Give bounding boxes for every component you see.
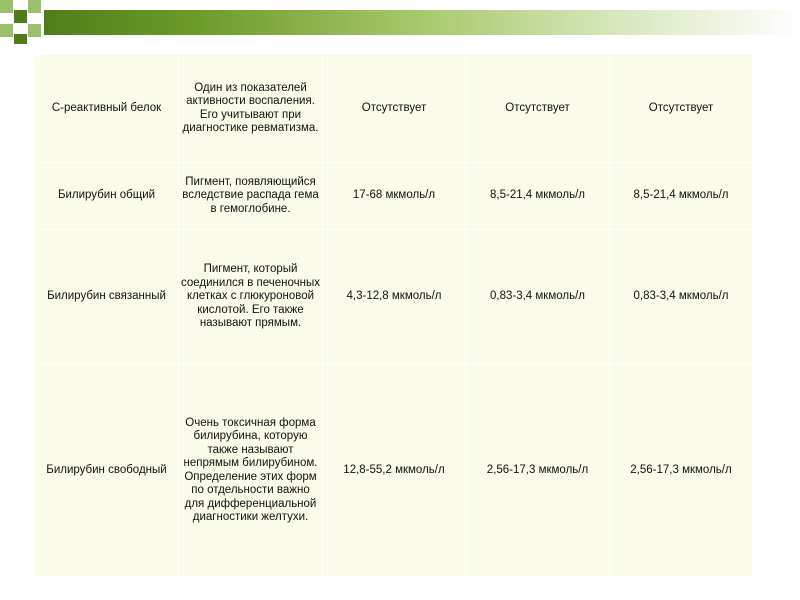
parameter-description: Очень токсичная форма билирубина, которую также называют непрямым билирубином. Определение этих форм по отдельности важно для дифференциальной диагностики желтухи. <box>179 365 323 577</box>
decor-square <box>0 24 13 37</box>
table-row <box>35 163 753 230</box>
parameter-description: Пигмент, который соединился в печеночных клетках с глюкуроновой кислотой. Его также называют прямым. <box>179 230 323 365</box>
value-cell: 2,56-17,3 мкмоль/л <box>466 365 610 577</box>
parameter-description: Один из показателей активности воспаления. Его учитывают при диагностике ревматизма. <box>179 55 323 163</box>
table-row <box>35 55 753 163</box>
parameter-name: С-реактивный белок <box>35 55 179 163</box>
value-cell: 4,3-12,8 мкмоль/л <box>323 230 466 365</box>
decor-square <box>28 0 41 13</box>
value-cell: 12,8-55,2 мкмоль/л <box>323 365 466 577</box>
value-cell: Отсутствует <box>610 55 753 163</box>
parameter-description: Пигмент, появляющийся вследствие распада гема в гемоглобине. <box>179 163 323 230</box>
value-cell: 0,83-3,4 мкмоль/л <box>466 230 610 365</box>
data-table <box>34 54 753 577</box>
decor-square <box>14 34 27 44</box>
value-cell: Отсутствует <box>466 55 610 163</box>
value-cell: 8,5-21,4 мкмоль/л <box>610 163 753 230</box>
value-cell: 8,5-21,4 мкмоль/л <box>466 163 610 230</box>
parameter-name: Билирубин общий <box>35 163 179 230</box>
value-cell: 0,83-3,4 мкмоль/л <box>610 230 753 365</box>
decor-square <box>28 24 41 37</box>
data-table-container <box>34 54 752 576</box>
table-row <box>35 230 753 365</box>
value-cell: 2,56-17,3 мкмоль/л <box>610 365 753 577</box>
decor-square <box>0 0 13 13</box>
value-cell: Отсутствует <box>323 55 466 163</box>
decor-square <box>14 10 27 23</box>
value-cell: 17-68 мкмоль/л <box>323 163 466 230</box>
parameter-name: Билирубин свободный <box>35 365 179 577</box>
table-row <box>35 365 753 577</box>
parameter-name: Билирубин связанный <box>35 230 179 365</box>
header-gradient-bar <box>44 10 800 35</box>
